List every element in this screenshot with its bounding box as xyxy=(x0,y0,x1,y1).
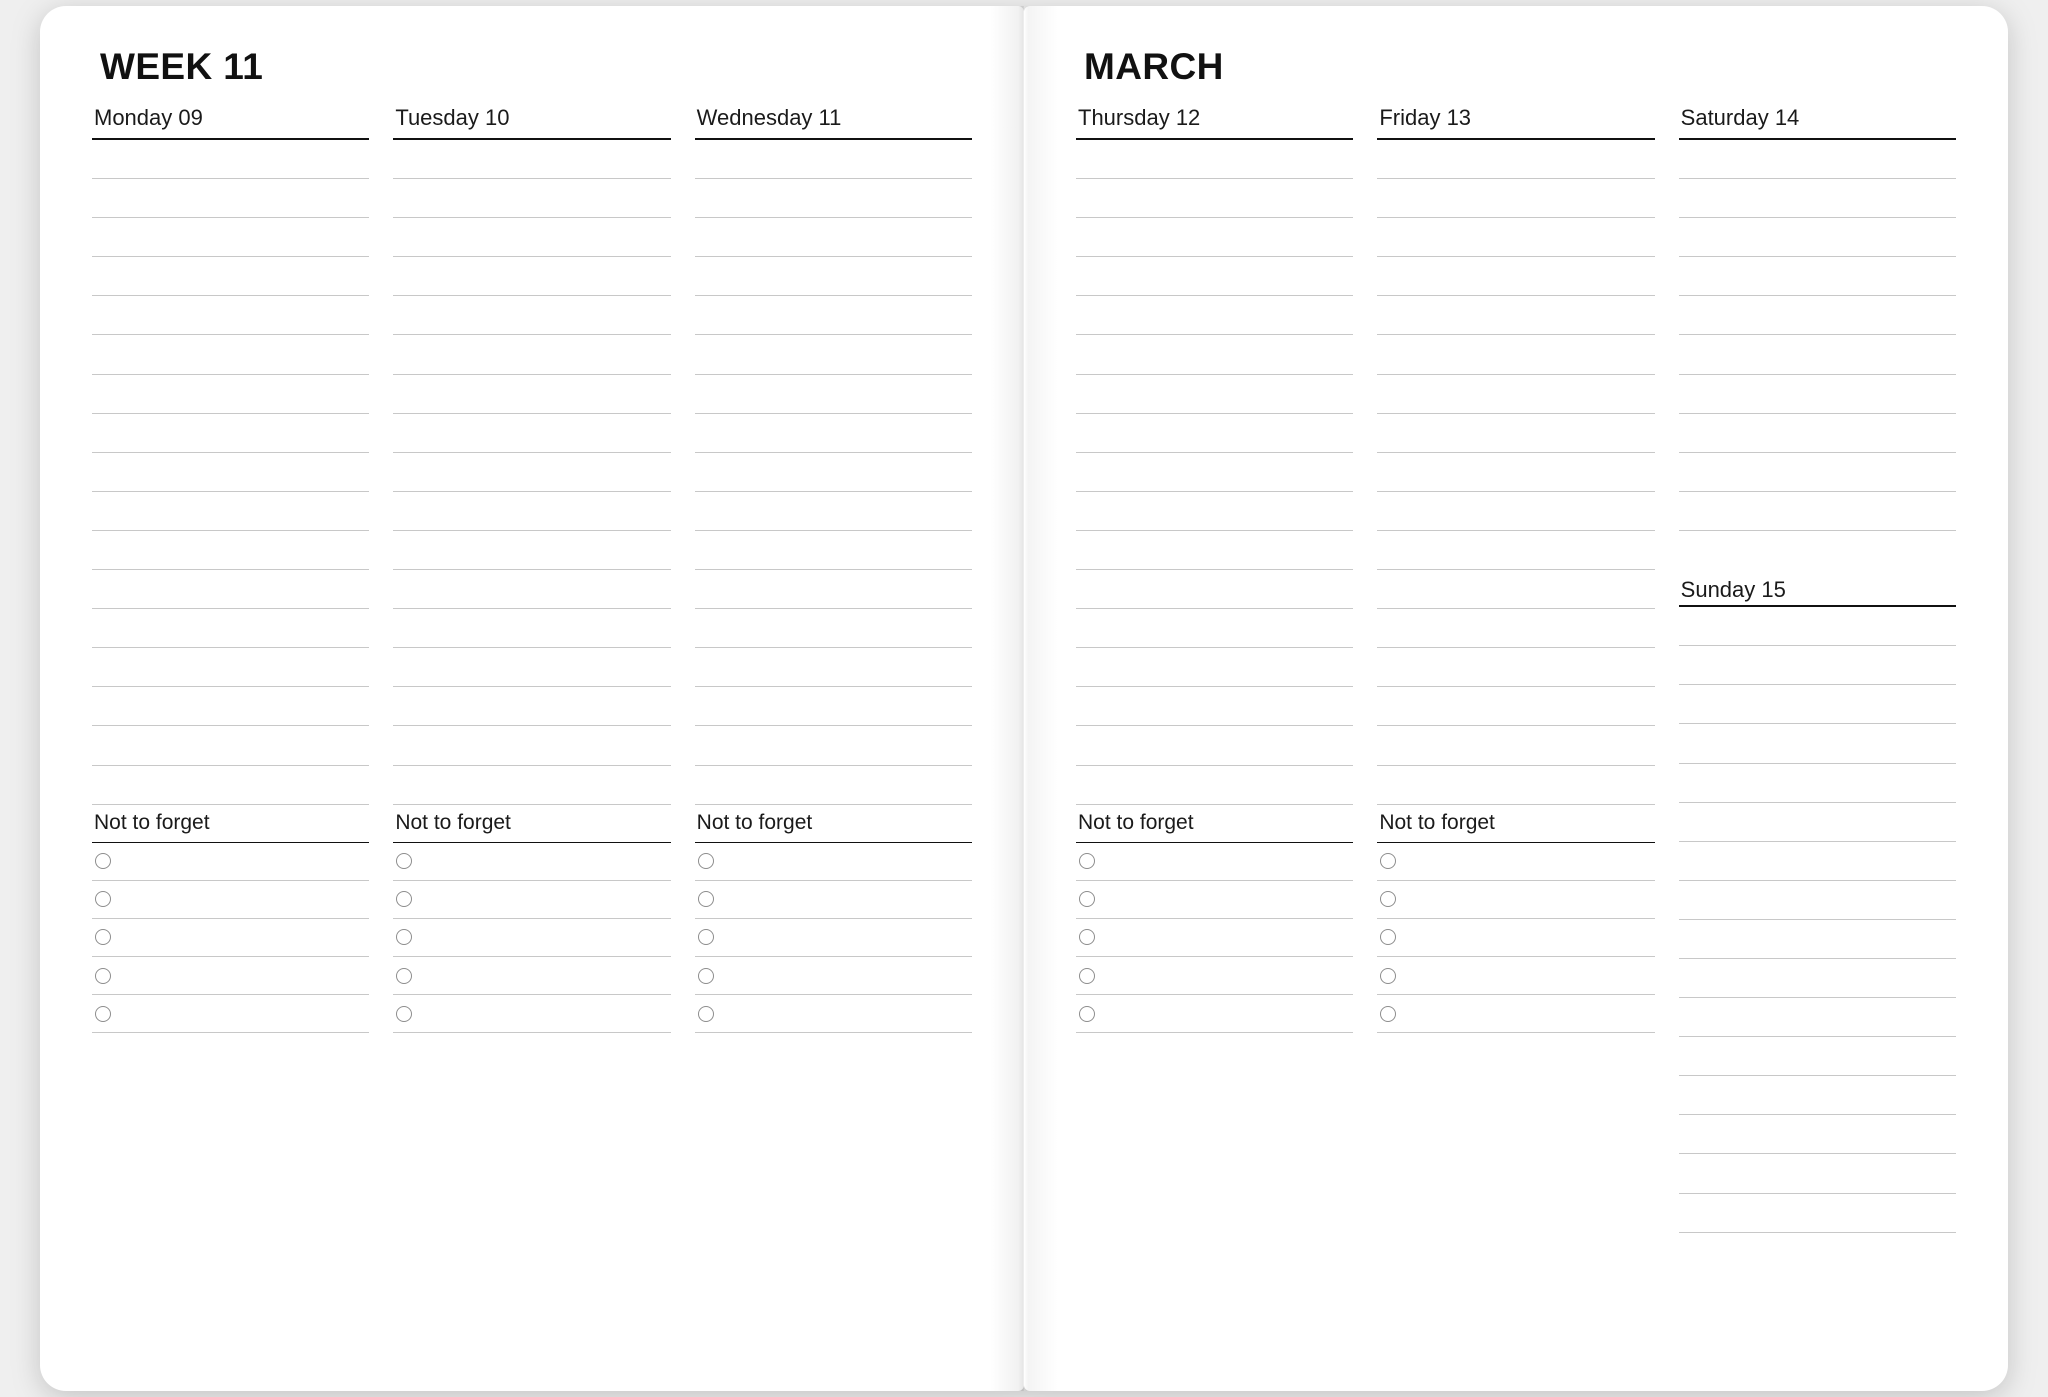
checkbox-row[interactable] xyxy=(1377,881,1654,919)
day-heading-sunday: Sunday 15 xyxy=(1679,569,1956,607)
writing-line[interactable] xyxy=(695,453,972,492)
writing-lines-saturday[interactable] xyxy=(1679,140,1956,569)
writing-line[interactable] xyxy=(393,648,670,687)
writing-line[interactable] xyxy=(695,335,972,374)
writing-line[interactable] xyxy=(1377,492,1654,531)
page-title-month: MARCH xyxy=(1084,46,1224,87)
checkbox-icon[interactable] xyxy=(1079,891,1095,907)
writing-line[interactable] xyxy=(695,648,972,687)
writing-line[interactable] xyxy=(1076,218,1353,257)
checkbox-row[interactable] xyxy=(92,957,369,995)
writing-line[interactable] xyxy=(1377,335,1654,374)
writing-line[interactable] xyxy=(1377,257,1654,296)
checkbox-icon[interactable] xyxy=(396,853,412,869)
checkbox-row[interactable] xyxy=(1076,843,1353,881)
writing-line[interactable] xyxy=(92,726,369,765)
checkbox-icon[interactable] xyxy=(698,929,714,945)
writing-line[interactable] xyxy=(92,140,369,179)
writing-line[interactable] xyxy=(393,492,670,531)
writing-line-spacer xyxy=(1679,531,1956,569)
checkbox-row[interactable] xyxy=(393,843,670,881)
checkbox-row[interactable] xyxy=(1377,957,1654,995)
writing-line[interactable] xyxy=(1377,570,1654,609)
not-to-forget-label: Not to forget xyxy=(92,805,369,843)
writing-line[interactable] xyxy=(393,218,670,257)
checkbox-row[interactable] xyxy=(695,957,972,995)
open-notebook xyxy=(40,6,2008,1391)
writing-line[interactable] xyxy=(1679,998,1956,1037)
writing-line[interactable] xyxy=(1679,414,1956,453)
not-to-forget-label: Not to forget xyxy=(1076,805,1353,843)
page-title-week: WEEK 11 xyxy=(100,46,264,87)
checkbox-row[interactable] xyxy=(1076,919,1353,957)
checkbox-icon[interactable] xyxy=(95,891,111,907)
checkbox-icon[interactable] xyxy=(95,929,111,945)
writing-line[interactable] xyxy=(1076,140,1353,179)
writing-line[interactable] xyxy=(92,609,369,648)
writing-line[interactable] xyxy=(1377,375,1654,414)
writing-line[interactable] xyxy=(1679,646,1956,685)
writing-line[interactable] xyxy=(695,179,972,218)
checkbox-icon[interactable] xyxy=(396,968,412,984)
checkbox-row[interactable] xyxy=(1377,919,1654,957)
writing-line[interactable] xyxy=(1679,296,1956,335)
writing-line[interactable] xyxy=(393,375,670,414)
checkbox-icon[interactable] xyxy=(698,968,714,984)
writing-line[interactable] xyxy=(1377,179,1654,218)
writing-lines-sunday[interactable] xyxy=(1679,607,1956,1233)
writing-line[interactable] xyxy=(1377,648,1654,687)
writing-line[interactable] xyxy=(1076,179,1353,218)
writing-line[interactable] xyxy=(1076,375,1353,414)
writing-line[interactable] xyxy=(1377,218,1654,257)
writing-line[interactable] xyxy=(393,766,670,805)
checkbox-icon[interactable] xyxy=(698,1006,714,1022)
writing-line[interactable] xyxy=(393,296,670,335)
writing-line[interactable] xyxy=(695,140,972,179)
writing-line[interactable] xyxy=(1377,531,1654,570)
writing-line[interactable] xyxy=(92,570,369,609)
checkbox-row[interactable] xyxy=(92,881,369,919)
writing-line[interactable] xyxy=(1679,179,1956,218)
writing-line[interactable] xyxy=(695,726,972,765)
checkbox-icon[interactable] xyxy=(95,853,111,869)
writing-line[interactable] xyxy=(92,335,369,374)
writing-line[interactable] xyxy=(1679,724,1956,763)
day-heading-friday: Friday 13 xyxy=(1377,105,1654,140)
checkbox-row[interactable] xyxy=(1076,881,1353,919)
writing-line[interactable] xyxy=(1377,687,1654,726)
writing-line[interactable] xyxy=(1679,764,1956,803)
writing-line[interactable] xyxy=(1679,218,1956,257)
writing-line[interactable] xyxy=(393,570,670,609)
writing-line[interactable] xyxy=(393,179,670,218)
writing-lines-monday[interactable] xyxy=(92,140,369,805)
checkbox-icon[interactable] xyxy=(396,929,412,945)
writing-line[interactable] xyxy=(1679,685,1956,724)
not-to-forget-label: Not to forget xyxy=(393,805,670,843)
checkbox-row[interactable] xyxy=(695,881,972,919)
checkbox-icon[interactable] xyxy=(95,1006,111,1022)
writing-line[interactable] xyxy=(1076,570,1353,609)
writing-line[interactable] xyxy=(695,257,972,296)
checkbox-row[interactable] xyxy=(92,919,369,957)
checkbox-row[interactable] xyxy=(695,995,972,1033)
writing-line[interactable] xyxy=(1076,687,1353,726)
writing-line[interactable] xyxy=(695,687,972,726)
checkbox-icon[interactable] xyxy=(95,968,111,984)
not-to-forget-tuesday xyxy=(393,805,670,1034)
writing-line[interactable] xyxy=(1377,609,1654,648)
writing-line[interactable] xyxy=(695,609,972,648)
writing-line[interactable] xyxy=(1377,453,1654,492)
checkbox-icon[interactable] xyxy=(1380,968,1396,984)
writing-line[interactable] xyxy=(92,218,369,257)
writing-line[interactable] xyxy=(1679,881,1956,920)
writing-line[interactable] xyxy=(1679,375,1956,414)
not-to-forget-monday xyxy=(92,805,369,1034)
checkbox-row[interactable] xyxy=(1076,957,1353,995)
writing-line[interactable] xyxy=(1679,1194,1956,1233)
writing-line[interactable] xyxy=(92,375,369,414)
writing-line[interactable] xyxy=(92,766,369,805)
writing-line[interactable] xyxy=(92,296,369,335)
writing-line[interactable] xyxy=(1076,766,1353,805)
writing-line[interactable] xyxy=(393,726,670,765)
not-to-forget-label: Not to forget xyxy=(695,805,972,843)
writing-line[interactable] xyxy=(1679,1037,1956,1076)
left-day-columns xyxy=(92,105,972,1033)
checkbox-icon[interactable] xyxy=(1380,1006,1396,1022)
writing-line[interactable] xyxy=(393,257,670,296)
checkbox-row[interactable] xyxy=(1076,995,1353,1033)
checkbox-row[interactable] xyxy=(393,957,670,995)
checkbox-icon[interactable] xyxy=(396,891,412,907)
writing-line[interactable] xyxy=(1076,492,1353,531)
checkbox-row[interactable] xyxy=(92,995,369,1033)
writing-line[interactable] xyxy=(1679,920,1956,959)
writing-line[interactable] xyxy=(1076,296,1353,335)
writing-line[interactable] xyxy=(393,609,670,648)
day-column-thursday xyxy=(1076,105,1353,1233)
day-column-tuesday xyxy=(393,105,670,1033)
writing-line[interactable] xyxy=(1076,726,1353,765)
writing-line[interactable] xyxy=(1377,296,1654,335)
checkbox-row[interactable] xyxy=(1377,843,1654,881)
writing-line[interactable] xyxy=(695,766,972,805)
checkbox-row[interactable] xyxy=(393,881,670,919)
writing-line[interactable] xyxy=(1679,959,1956,998)
writing-line[interactable] xyxy=(393,531,670,570)
writing-line[interactable] xyxy=(1377,726,1654,765)
writing-line[interactable] xyxy=(92,179,369,218)
writing-line[interactable] xyxy=(695,218,972,257)
writing-line[interactable] xyxy=(92,531,369,570)
writing-line[interactable] xyxy=(92,414,369,453)
writing-line[interactable] xyxy=(1377,414,1654,453)
checkbox-icon[interactable] xyxy=(1380,891,1396,907)
writing-line[interactable] xyxy=(92,453,369,492)
checkbox-icon[interactable] xyxy=(396,1006,412,1022)
checkbox-icon[interactable] xyxy=(1380,853,1396,869)
checkbox-icon[interactable] xyxy=(1079,853,1095,869)
writing-line[interactable] xyxy=(92,648,369,687)
writing-line[interactable] xyxy=(1076,414,1353,453)
writing-line[interactable] xyxy=(1679,803,1956,842)
writing-line[interactable] xyxy=(393,687,670,726)
writing-line[interactable] xyxy=(1679,453,1956,492)
writing-line[interactable] xyxy=(1076,609,1353,648)
not-to-forget-wednesday xyxy=(695,805,972,1034)
writing-line[interactable] xyxy=(695,531,972,570)
writing-line[interactable] xyxy=(1679,492,1956,531)
writing-line[interactable] xyxy=(92,257,369,296)
writing-line[interactable] xyxy=(1679,1154,1956,1193)
checkbox-icon[interactable] xyxy=(698,853,714,869)
not-to-forget-friday xyxy=(1377,805,1654,1034)
writing-line[interactable] xyxy=(1076,648,1353,687)
day-column-monday xyxy=(92,105,369,1033)
right-page xyxy=(1024,6,2008,1391)
writing-line[interactable] xyxy=(695,296,972,335)
writing-line[interactable] xyxy=(393,453,670,492)
writing-lines-tuesday[interactable] xyxy=(393,140,670,805)
day-heading-monday: Monday 09 xyxy=(92,105,369,140)
not-to-forget-thursday xyxy=(1076,805,1353,1034)
writing-lines-thursday[interactable] xyxy=(1076,140,1353,805)
writing-line[interactable] xyxy=(1076,531,1353,570)
writing-line[interactable] xyxy=(1679,1076,1956,1115)
writing-line[interactable] xyxy=(92,687,369,726)
day-column-saturday-sunday xyxy=(1679,105,1956,1233)
day-heading-thursday: Thursday 12 xyxy=(1076,105,1353,140)
checkbox-icon[interactable] xyxy=(1079,929,1095,945)
writing-line[interactable] xyxy=(1076,453,1353,492)
checkbox-row[interactable] xyxy=(393,995,670,1033)
day-heading-wednesday: Wednesday 11 xyxy=(695,105,972,140)
left-page xyxy=(40,6,1024,1391)
day-heading-tuesday: Tuesday 10 xyxy=(393,105,670,140)
writing-line[interactable] xyxy=(1076,257,1353,296)
writing-line[interactable] xyxy=(695,570,972,609)
writing-line[interactable] xyxy=(393,140,670,179)
writing-line[interactable] xyxy=(1679,1115,1956,1154)
checkbox-row[interactable] xyxy=(695,919,972,957)
writing-line[interactable] xyxy=(92,492,369,531)
writing-line[interactable] xyxy=(393,335,670,374)
writing-line[interactable] xyxy=(1679,257,1956,296)
checkbox-icon[interactable] xyxy=(698,891,714,907)
writing-line[interactable] xyxy=(1679,335,1956,374)
checkbox-row[interactable] xyxy=(1377,995,1654,1033)
writing-lines-wednesday[interactable] xyxy=(695,140,972,805)
writing-line[interactable] xyxy=(1679,607,1956,646)
checkbox-icon[interactable] xyxy=(1380,929,1396,945)
checkbox-row[interactable] xyxy=(393,919,670,957)
writing-line[interactable] xyxy=(1679,140,1956,179)
checkbox-icon[interactable] xyxy=(1079,1006,1095,1022)
writing-line[interactable] xyxy=(695,492,972,531)
day-heading-saturday: Saturday 14 xyxy=(1679,105,1956,140)
writing-lines-friday[interactable] xyxy=(1377,140,1654,805)
day-column-wednesday xyxy=(695,105,972,1033)
writing-line[interactable] xyxy=(393,414,670,453)
checkbox-row[interactable] xyxy=(92,843,369,881)
writing-line[interactable] xyxy=(695,375,972,414)
writing-line[interactable] xyxy=(1377,766,1654,805)
writing-line[interactable] xyxy=(1679,842,1956,881)
not-to-forget-label: Not to forget xyxy=(1377,805,1654,843)
writing-line[interactable] xyxy=(1076,335,1353,374)
checkbox-row[interactable] xyxy=(695,843,972,881)
checkbox-icon[interactable] xyxy=(1079,968,1095,984)
right-day-columns xyxy=(1076,105,1956,1233)
writing-line[interactable] xyxy=(1377,140,1654,179)
writing-line[interactable] xyxy=(695,414,972,453)
day-column-friday xyxy=(1377,105,1654,1233)
